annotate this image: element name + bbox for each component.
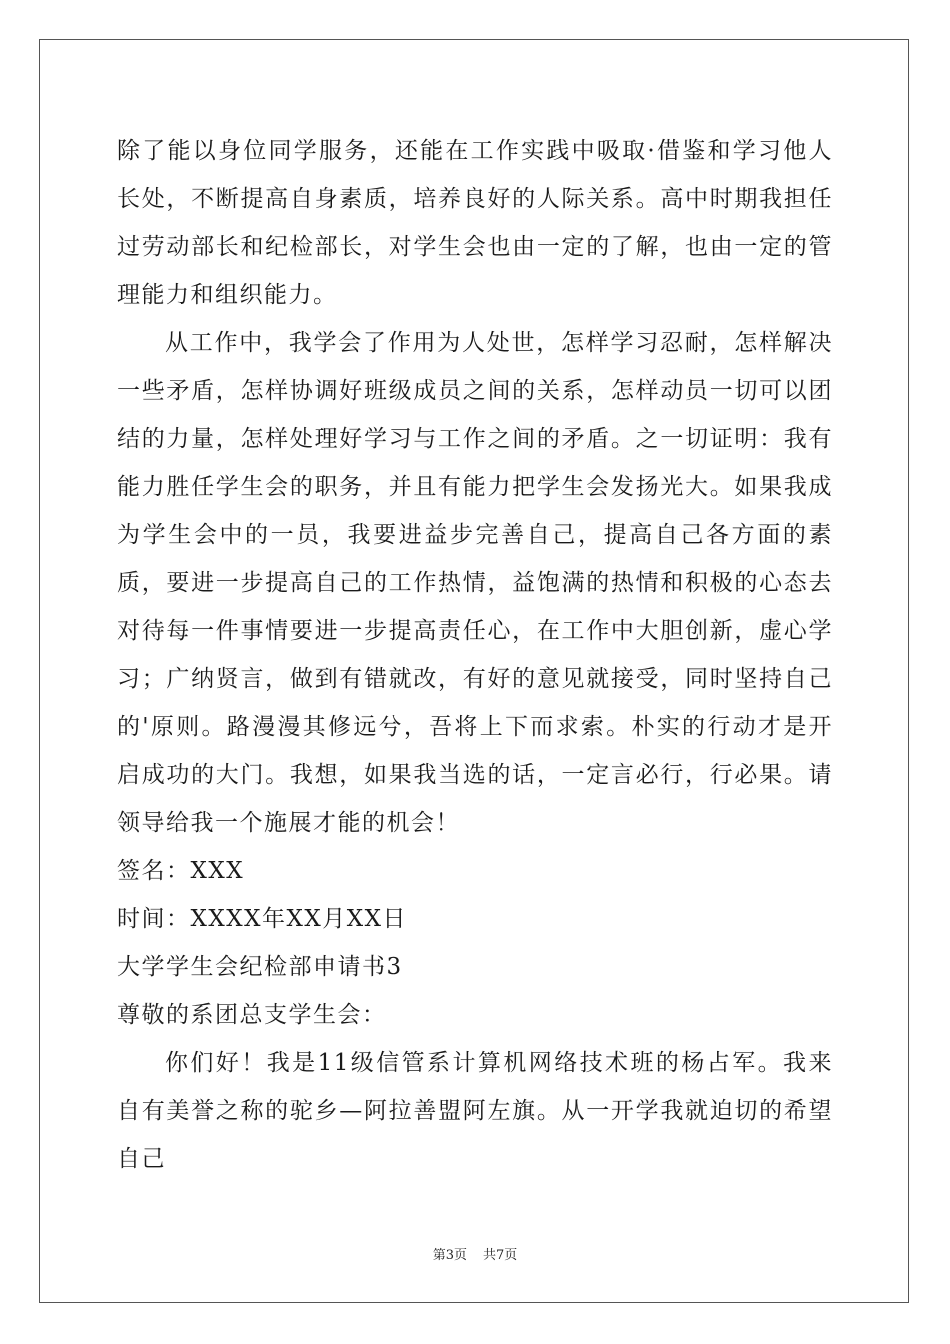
salutation: 尊敬的系团总支学生会： [117,1002,387,1028]
document-body [117,127,833,1183]
page-footer [0,1248,950,1264]
page-number: 第3页 [432,1248,467,1263]
paragraph-1: 除了能以身位同学服务，还能在工作实践中吸取·借鉴和学习他人长处，不断提高自身素质，培养良好的人际关系。高中时期我担任过劳动部长和纪检部长，对学生会也由一定的了解，也由一定的管理能力和组织能力。 [117,138,833,308]
signature-line: 签名：XXX [117,858,245,884]
paragraph-2: 从工作中，我学会了作用为人处世，怎样学习忍耐，怎样解决一些矛盾，怎样协调好班级成员之间的关系，怎样动员一切可以团结的力量，怎样处理好学习与工作之间的矛盾。之一切证明：我有能力胜任学生会的职务，并且有能力把学生会发扬光大。如果我成为学生会中的一员，我要进益步完善自己，提高自己各方面的素质，要进一步提高自己的工作热情，益饱满的热情和积极的心态去对待每一件事情要进一步提高责任心，在工作中大胆创新，虚心学习；广纳贤言，做到有错就改，有好的意见就接受，同时坚持自己的'原则。路漫漫其修远兮，吾将上下而求索。朴实的行动才是开启成功的大门。我想，如果我当选的话，一定言必行，行必果。请领导给我一个施展才能的机会！ [117,330,833,836]
date-line: 时间：XXXX年XX月XX日 [117,906,407,932]
page-total: 共7页 [483,1248,518,1263]
paragraph-3: 你们好！我是11级信管系计算机网络技术班的杨占军。我来自有美誉之称的驼乡—阿拉善盟阿左旗。从一开学我就迫切的希望自己 [117,1050,833,1172]
section-title: 大学学生会纪检部申请书3 [117,954,403,980]
